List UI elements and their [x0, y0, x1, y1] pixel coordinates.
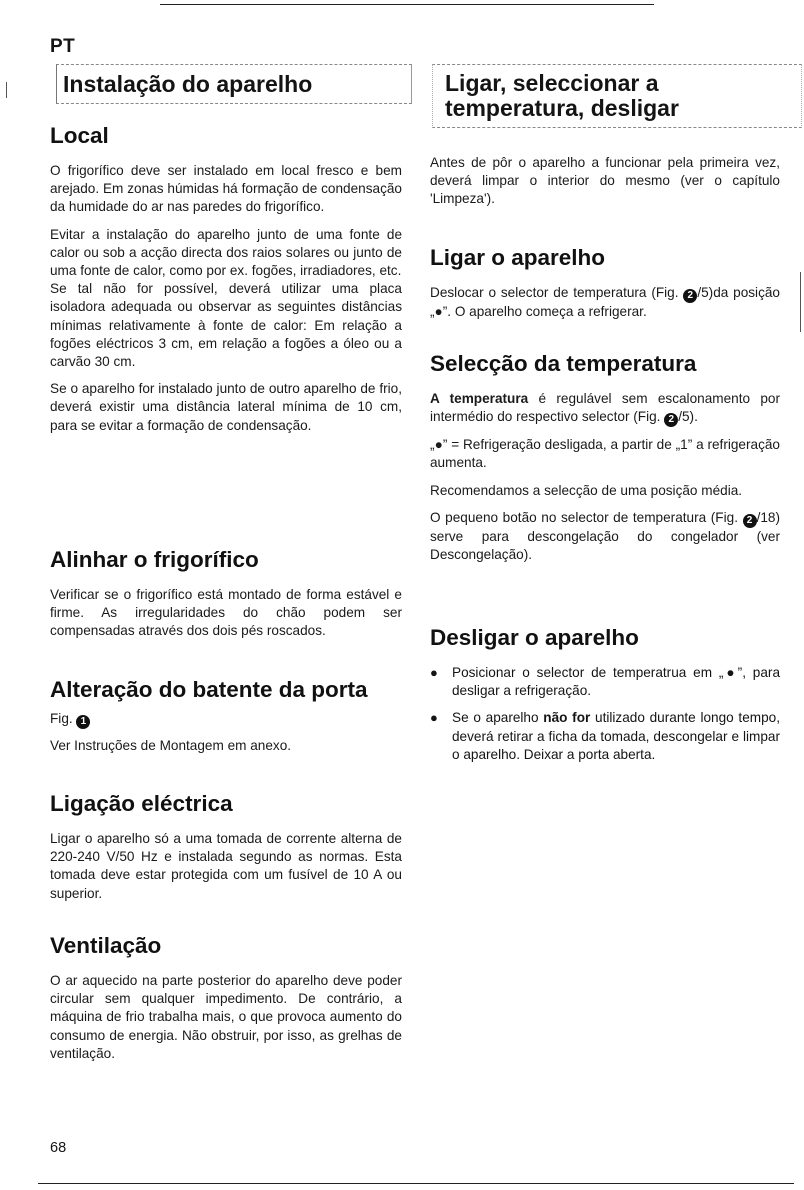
- heading-batente: Alteração do batente da porta: [50, 677, 368, 702]
- section-banner-operation: [432, 64, 802, 128]
- figure-number-badge: 2: [743, 514, 757, 528]
- seleccao-paragraph-3: Recomendamos a selecção de uma posição média.: [430, 482, 743, 498]
- left-edge-mark: [6, 82, 7, 98]
- figure-number-badge: 1: [76, 715, 90, 729]
- bullet-icon: ●: [430, 710, 438, 726]
- section-alinhar: [50, 546, 402, 650]
- desligar-bullet-1: Posicionar o selector de temperatrua em „●”, para desligar a refrigeração.: [452, 665, 780, 699]
- b2-bold: não for: [543, 710, 591, 726]
- seleccao-paragraph-1: [430, 390, 780, 427]
- heading-alinhar: Alinhar o frigorífico: [50, 547, 259, 572]
- language-code: PT: [50, 36, 76, 57]
- local-paragraph-1: O frigorífico deve ser instalado em local fresco e bem arejado. Em zonas húmidas há formação de condensação da humidade do ar nas paredes do frigorífico.: [50, 163, 402, 215]
- fig-label: Fig.: [50, 711, 73, 726]
- figure-number-badge: 2: [683, 289, 697, 303]
- local-paragraph-4: Se o aparelho for instalado junto de outro aparelho de frio, deverá existir uma distância lateral mínima de 10 cm, para se evitar a formação de condensação.: [50, 381, 402, 433]
- ligacao-paragraph: Ligar o aparelho só a uma tomada de corrente alterna de 220-240 V/50 Hz e instalada segundo as normas. Esta tomada deve estar protegida com um fusível de 10 A ou superior.: [50, 831, 402, 901]
- seleccao-text-post: /5).: [678, 409, 698, 425]
- desligar-bullet-2: [452, 709, 780, 764]
- seleccao-4-pre: O pequeno botão no selector de temperatura (Fig.: [430, 509, 743, 525]
- local-paragraph-2: Evitar a instalação do aparelho junto de uma fonte de calor ou sob a acção directa dos raios solares ou junto de uma fonte de calor, como por ex. fogões, irradiadores, etc.: [50, 226, 402, 279]
- section-desligar: [430, 624, 780, 773]
- ligar-text-pre: Deslocar o selector de temperatura (Fig.: [430, 285, 684, 300]
- section-seleccao: [430, 350, 780, 573]
- heading-seleccao: Selecção da temperatura: [430, 351, 697, 376]
- banner-line-2: temperatura, desligar: [445, 95, 679, 121]
- ventilacao-paragraph: O ar aquecido na parte posterior do aparelho deve poder circular sem qualquer impedimento. De contrário, a máquina de frio trabalha mais, o que provoca aumento do consumo de energia. Não obstruir, por isso, as grelhas de ventilação.: [50, 973, 402, 1061]
- heading-local: Local: [50, 123, 109, 148]
- alinhar-paragraph: Verificar se o frigorífico está montado de forma estável e firme. As irregularidades do chão podem ser compensadas através dos dois pés roscados.: [50, 587, 402, 639]
- heading-ligacao: Ligação eléctrica: [50, 791, 233, 816]
- ligar-paragraph: [430, 284, 780, 321]
- section-local: [50, 122, 402, 444]
- heading-desligar: Desligar o aparelho: [430, 625, 639, 650]
- bottom-rule: [38, 1183, 794, 1184]
- seleccao-paragraph-4: [430, 509, 780, 564]
- bullet-icon: ●: [430, 665, 438, 680]
- banner-line-1: Ligar, seleccionar a: [445, 70, 659, 96]
- b2-post: utilizado durante longo tempo, deverá retirar a ficha da tomada, descongelar e limpar o aparelho. Deixar a porta aberta.: [452, 710, 780, 762]
- section-ligacao: [50, 790, 402, 912]
- seleccao-paragraph-2: „●” = Refrigeração desligada, a partir de „1” a refrigeração aumenta.: [430, 437, 780, 471]
- intro-paragraph: Antes de pôr o aparelho a funcionar pela primeira vez, deverá limpar o interior do mesmo (ver o capítulo 'Limpeza').: [430, 155, 780, 207]
- top-rule: [160, 4, 654, 5]
- figure-number-badge: 2: [664, 413, 678, 427]
- section-intro: [430, 154, 780, 218]
- right-edge-mark: [800, 272, 801, 332]
- ligar-text-post: /5)da posição „●”. O aparelho começa a refrigerar.: [430, 285, 780, 319]
- heading-ventilacao: Ventilação: [50, 933, 162, 958]
- temperature-bold: A temperatura: [430, 391, 529, 406]
- list-item: [430, 664, 780, 700]
- seleccao-text-pre: é regulável sem escalonamento por intermédio do respectivo selector (Fig.: [430, 391, 780, 425]
- section-ligar: [430, 244, 780, 330]
- batente-paragraph: Ver Instruções de Montagem em anexo.: [50, 738, 292, 753]
- seleccao-4-post: /18) serve para descongelação do congelador (ver Descongelação).: [430, 509, 780, 563]
- b2-pre: Se o aparelho: [452, 710, 544, 726]
- section-ventilacao: [50, 932, 402, 1072]
- local-paragraph-3: Se tal não for possível, deverá utilizar uma placa isoladora adequada ou observar as seguintes distâncias mínimas relativamente à fonte de calor: Em relação a fogões eléctricos 3 cm, em relação a fogões a óleo ou a carvão 30 cm.: [50, 281, 402, 370]
- page-number: 68: [50, 1140, 67, 1156]
- section-banner-installation: Instalação do aparelho: [56, 64, 412, 104]
- list-item: [430, 709, 780, 764]
- section-batente: [50, 676, 402, 764]
- batente-fig-ref: [50, 710, 402, 729]
- heading-ligar: Ligar o aparelho: [430, 245, 606, 270]
